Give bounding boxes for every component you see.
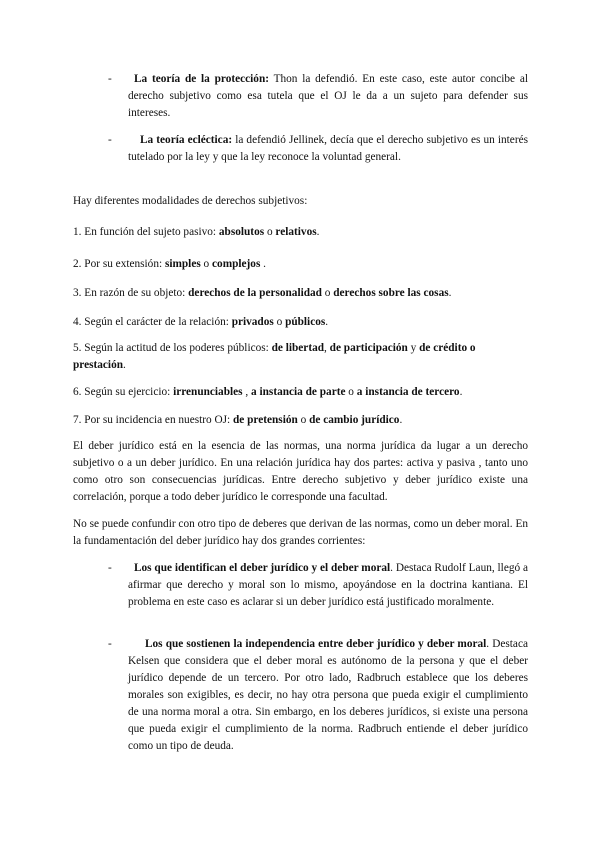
modality-text: 3. En razón de su objeto: — [73, 287, 189, 299]
modality-text: o — [200, 258, 213, 270]
bullet-dash: - — [108, 134, 112, 146]
modality-text: 4. Según el carácter de la relación: — [73, 316, 232, 328]
modality-text: . — [459, 386, 463, 398]
modality-bold: a instancia de parte — [251, 386, 346, 398]
bullet-dash: - — [108, 638, 112, 650]
bullet-dash: - — [108, 562, 112, 574]
modality-text: , — [242, 386, 252, 398]
modality-text: o — [321, 287, 334, 299]
modality-bold: derechos de la personalidad — [188, 287, 322, 299]
modality-item-5 — [73, 340, 528, 374]
modality-bold: de cambio jurídico — [309, 414, 400, 426]
modality-text: . — [399, 414, 403, 426]
bullet-bold-term: Los que identifican el deber jurídico y el deber moral — [134, 562, 391, 574]
modality-text: 6. Según su ejercicio: — [73, 386, 174, 398]
modality-bold: públicos — [285, 316, 326, 328]
modality-bold: absolutos — [218, 226, 265, 238]
modality-bold: prestación — [73, 359, 123, 371]
paragraph-no-confundir: No se puede confundir con otro tipo de deberes que derivan de las normas, como un deber moral. En la fundamentación del deber jurídico hay dos grandes corrientes: — [73, 518, 528, 547]
modality-text: o — [345, 386, 357, 398]
modality-text: , — [324, 342, 330, 354]
modality-text: . — [123, 359, 126, 371]
paragraph-deber-juridico: El deber jurídico está en la esencia de las normas, una norma jurídica da lugar a un derecho subjetivo o a un deber jurídico. En una relación jurídica hay dos partes: activa y pasiva , tanto uno como otro son consecuencias jurídicas. Entre derecho subjetivo y deber jurídico existe una correlación, porque a todo deber jurídico le corresponde una facultad. — [73, 440, 528, 503]
modality-bold: irrenunciables — [173, 386, 243, 398]
modality-text: o — [297, 414, 310, 426]
modality-bold: complejos — [212, 258, 261, 270]
modality-bold: de crédito o — [419, 342, 476, 354]
bullet-dash: - — [108, 73, 112, 85]
bullet-independencia — [128, 636, 528, 755]
modality-bold: de libertad — [271, 342, 325, 354]
bullet-text: Thon la defendió. En este caso, este autor concibe al derecho subjetivo como esa tutela que el OJ le da a un sujeto para defender sus intereses. — [128, 73, 529, 119]
modality-item-2 — [73, 256, 533, 273]
bullet-text: la defendió Jellinek, decía que el derecho subjetivo es un interés tutelado por la ley y que la ley reconoce la voluntad general. — [128, 134, 528, 163]
modality-bold: derechos sobre las cosas — [333, 287, 449, 299]
modality-item-6 — [73, 384, 533, 401]
modality-item-7 — [73, 412, 533, 429]
bullet-bold-term: La teoría ecléctica: — [140, 134, 233, 146]
modality-bold: de participación — [329, 342, 408, 354]
bullet-bold-term: Los que sostienen la independencia entre deber jurídico y deber moral — [145, 638, 487, 650]
modality-bold: privados — [231, 316, 274, 328]
modality-item-3 — [73, 285, 533, 302]
modality-bold: de pretensión — [233, 414, 298, 426]
intro-text: Hay diferentes modalidades de derechos subjetivos: — [73, 195, 308, 207]
bullet-bold-term: La teoría de la protección: — [134, 73, 269, 85]
modality-text: o — [264, 226, 276, 238]
modality-text: o — [273, 316, 286, 328]
modality-text: 7. Por su incidencia en nuestro OJ: — [73, 414, 234, 426]
modality-text: . — [316, 226, 320, 238]
modality-text: 2. Por su extensión: — [73, 258, 165, 270]
bullet-teoria-eclectica — [128, 132, 528, 166]
modality-text: . — [448, 287, 452, 299]
modality-bold: relativos — [275, 226, 317, 238]
modality-text: 1. En función del sujeto pasivo: — [73, 226, 219, 238]
modality-text: . — [325, 316, 329, 328]
modality-text: . — [260, 258, 267, 270]
modality-item-4 — [73, 314, 533, 331]
bullet-teoria-proteccion — [128, 71, 528, 122]
bullet-identifican — [128, 560, 528, 611]
modality-bold: a instancia de tercero — [356, 386, 460, 398]
bullet-text: . Destaca Kelsen que considera que el deber moral es autónomo de la persona y que el deber jurídico depende de un tercero. Por otro lado, Radbruch establece que los deberes morales son exigibles, es decir, no hay otra persona que pueda exigir el cumplimiento de una norma moral a otra. Sin embargo, en los deberes jurídicos, si existe una persona que pueda exigir el cumplimiento de la norma. Radbruch entiende el deber jurídico como un tipo de deuda. — [128, 638, 528, 752]
modality-text: y — [407, 342, 420, 354]
modality-text: 5. Según la actitud de los poderes públicos: — [73, 342, 272, 354]
modality-bold: simples — [164, 258, 201, 270]
modality-item-1 — [73, 224, 533, 241]
bullet-text: . Destaca Rudolf Laun, llegó a afirmar que derecho y moral son lo mismo, apoyándose en la doctrina kantiana. El problema en este caso es aclarar si un deber jurídico está justificado moralmente. — [128, 562, 528, 608]
